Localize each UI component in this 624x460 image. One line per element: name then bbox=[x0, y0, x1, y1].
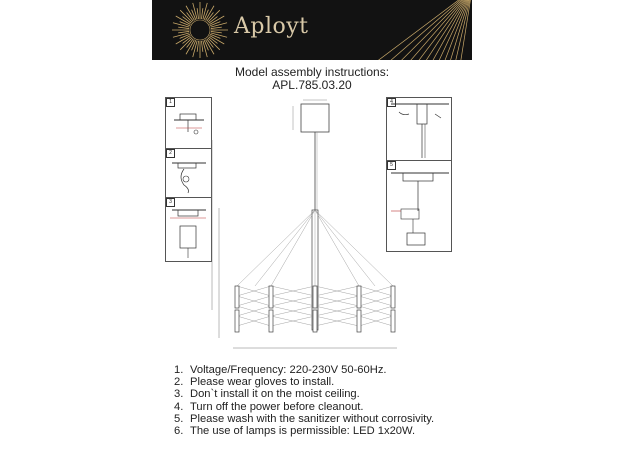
note-item: 1. Voltage/Frequency: 220-230V 50-60Hz. bbox=[174, 364, 387, 376]
step-panel-3 bbox=[165, 197, 212, 262]
brand-banner bbox=[152, 0, 472, 60]
note-item: 6. The use of lamps is permissible: LED 1x20W. bbox=[174, 425, 416, 438]
notes-list bbox=[174, 364, 434, 437]
canopy-fix-icon bbox=[166, 198, 211, 261]
hook-mount-icon bbox=[166, 98, 211, 148]
brand-name: Aployt bbox=[234, 14, 309, 39]
step-number: 5 bbox=[387, 161, 396, 170]
note-item: 5. Please wash with the sanitizer without corrosivity. bbox=[174, 412, 435, 425]
note-item: 2. Please wear gloves to install. bbox=[174, 376, 335, 389]
step-number: 2 bbox=[166, 149, 175, 158]
step-panel-2 bbox=[165, 148, 212, 198]
step-number: 3 bbox=[166, 198, 175, 207]
lamp-tubes bbox=[235, 286, 395, 332]
page-title: Model assembly instructions: bbox=[234, 65, 390, 79]
step-number: 1 bbox=[166, 98, 175, 107]
support-wires bbox=[237, 210, 393, 286]
gold-rays-decoration bbox=[362, 0, 472, 60]
model-number: APL.785.03.20 bbox=[272, 78, 352, 92]
sunburst-logo-icon bbox=[170, 0, 230, 60]
step-number: 4 bbox=[387, 98, 396, 107]
note-item: 4. Turn off the power before cleanout. bbox=[174, 400, 364, 413]
height-dimension-line bbox=[210, 140, 214, 310]
step-panel-1 bbox=[165, 97, 212, 149]
wire-connect-icon bbox=[166, 149, 211, 197]
note-item: 3. Don`t install it on the moist ceiling. bbox=[174, 388, 360, 401]
chandelier-drawing bbox=[215, 98, 415, 348]
canopy bbox=[301, 104, 329, 132]
